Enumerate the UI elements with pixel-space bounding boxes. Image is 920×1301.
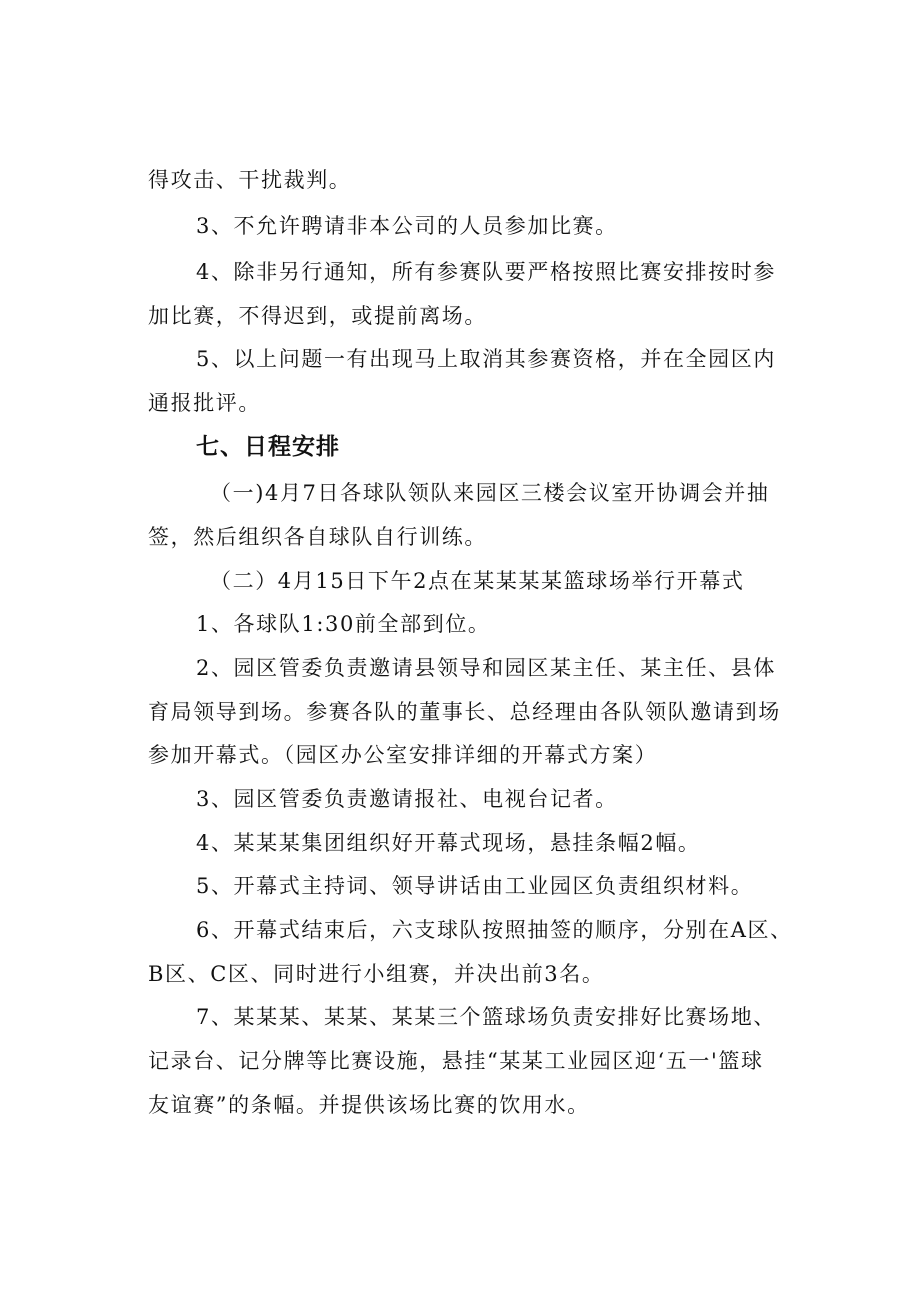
schedule-item-2-cont-1: 育局领导到场。参赛各队的董事长、总经理由各队领队邀请到场: [148, 700, 781, 724]
schedule-item-2-cont-2: 参加开幕式。（园区办公室安排详细的开幕式方案）: [148, 743, 658, 767]
schedule-item-6: 6、开幕式结束后，六支球队按照抽签的顺序，分别在A区、: [196, 918, 793, 942]
schedule-item-7-cont-2: 友谊赛”的条幅。并提供该场比赛的饮用水。: [148, 1093, 590, 1117]
section-heading-schedule: 七、日程安排: [196, 434, 340, 460]
text-line-1: 得攻击、干扰裁判。: [148, 168, 352, 192]
schedule-part-1-cont: 签，然后组织各自球队自行训练。: [148, 525, 487, 549]
rule-item-3: 3、不允许聘请非本公司的人员参加比赛。: [196, 214, 618, 238]
rule-item-4: 4、除非另行通知，所有参赛队要严格按照比赛安排按时参: [196, 260, 776, 284]
rule-item-5: 5、以上问题一有出现马上取消其参赛资格，并在全园区内: [196, 347, 776, 371]
schedule-part-2: （二）4月15日下午2点在某某某某篮球场举行开幕式: [210, 569, 745, 593]
schedule-item-1: 1、各球队1:30前全部到位。: [196, 612, 491, 636]
schedule-item-7-cont-1: 记录台、记分牌等比赛设施，悬挂“某某工业园区迎‘五一'篮球: [148, 1049, 764, 1073]
schedule-item-7: 7、某某某、某某、某某三个篮球场负责安排好比赛场地、: [196, 1005, 776, 1029]
schedule-item-4: 4、某某某集团组织好开幕式现场，悬挂条幅2幅。: [196, 831, 701, 855]
schedule-item-6-cont: B区、C区、同时进行小组赛，并决出前3名。: [148, 962, 605, 986]
schedule-item-2: 2、园区管委负责邀请县领导和园区某主任、某主任、县体: [196, 656, 776, 680]
schedule-part-1: （一)4月7日各球队领队来园区三楼会议室开协调会并抽: [210, 481, 770, 505]
schedule-item-3: 3、园区管委负责邀请报社、电视台记者。: [196, 787, 618, 811]
schedule-item-5: 5、开幕式主持词、领导讲话由工业园区负责组织材料。: [196, 874, 754, 898]
rule-item-4-cont: 加比赛，不得迟到，或提前离场。: [148, 304, 487, 328]
rule-item-5-cont: 通报批评。: [148, 391, 261, 415]
